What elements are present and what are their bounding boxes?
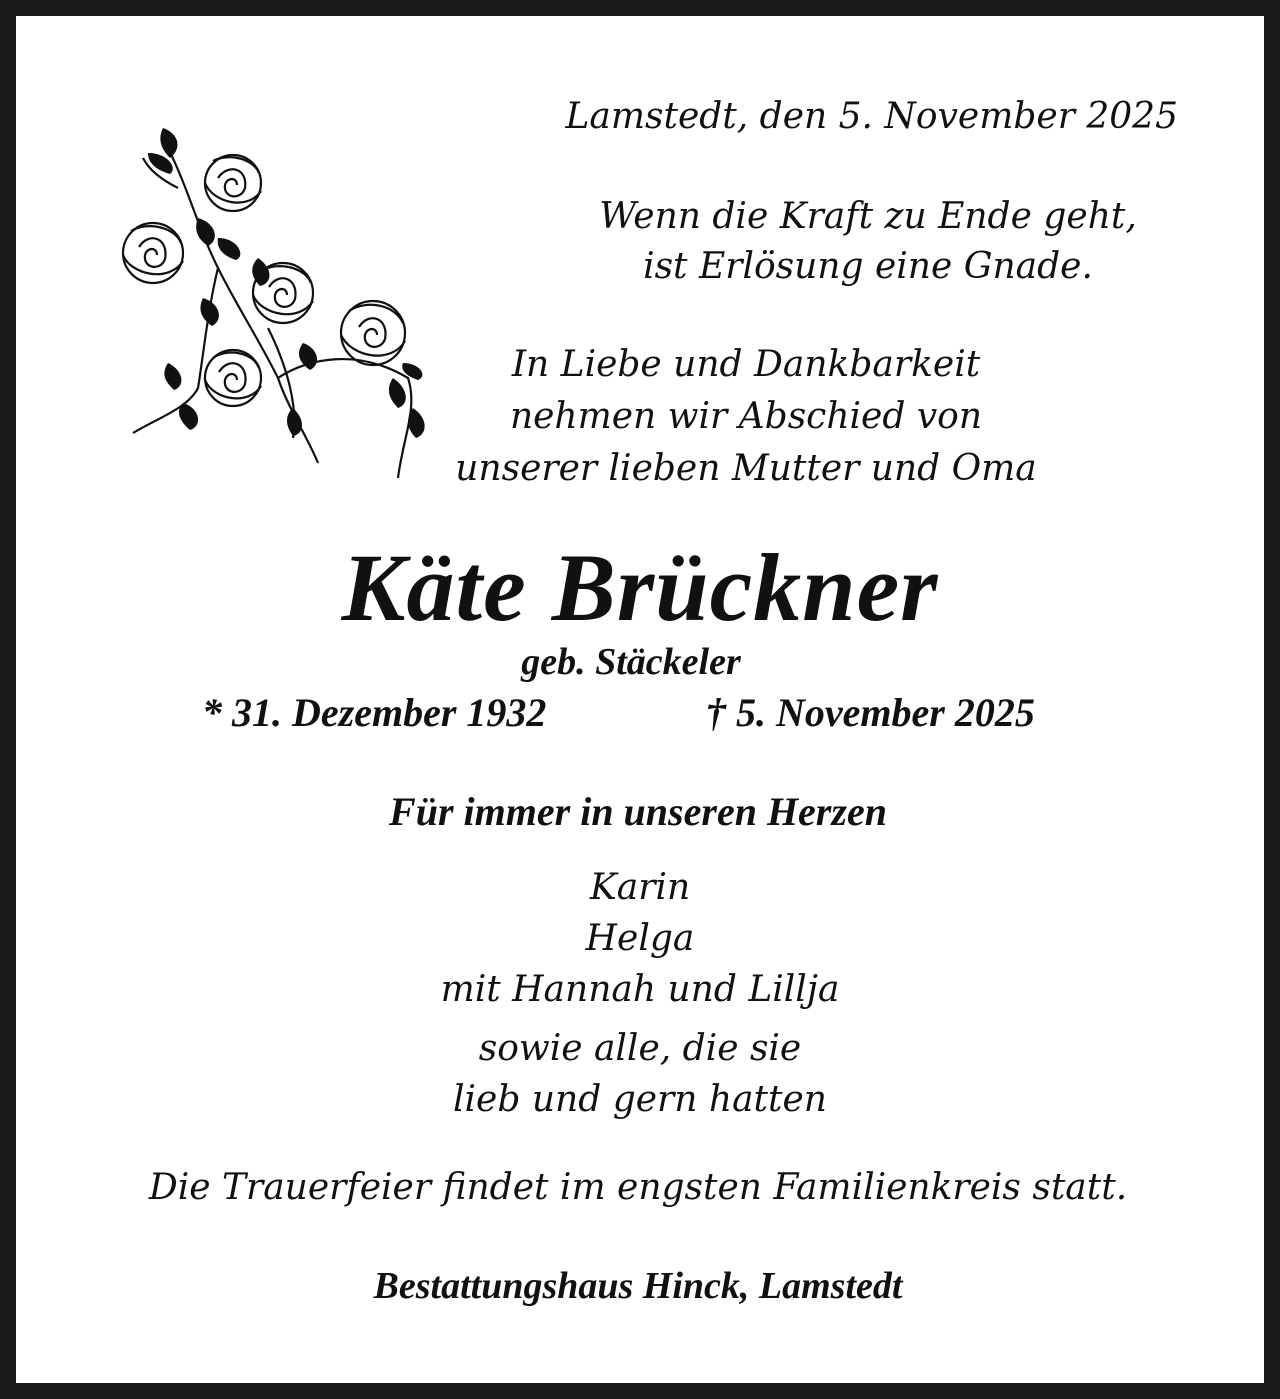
date-line: Lamstedt, den 5. November 2025	[565, 96, 1178, 137]
verse-line: Wenn die Kraft zu Ende geht,	[599, 196, 1137, 237]
mourner-name: Karin	[589, 867, 691, 908]
verse-line: ist Erlösung eine Gnade.	[643, 246, 1093, 287]
birth-date: * 31. Dezember 1932	[202, 690, 547, 735]
undertaker: Bestattungshaus Hinck, Lamstedt	[373, 1265, 903, 1307]
deceased-name: Käte Brückner	[341, 534, 939, 641]
intro-line: nehmen wir Abschied von	[509, 396, 983, 437]
death-date: † 5. November 2025	[706, 690, 1035, 735]
intro-line: In Liebe und Dankbarkeit	[511, 344, 981, 385]
intro-line: unserer lieben Mutter und Oma	[455, 448, 1037, 489]
verse	[558, 192, 1178, 292]
others-line: sowie alle, die sie	[478, 1028, 802, 1069]
mourners	[16, 862, 1264, 1125]
spacer	[16, 1015, 1264, 1023]
others-line: lieb und gern hatten	[453, 1079, 827, 1120]
mourner-name: Helga	[585, 918, 695, 959]
maiden-name: geb. Stäckeler	[521, 641, 741, 683]
motto: Für immer in unseren Herzen	[389, 789, 887, 834]
intro-text	[366, 339, 1126, 495]
mourner-name: mit Hannah und Lillja	[440, 969, 840, 1010]
service-note: Die Trauerfeier findet im engsten Familienkreis statt.	[148, 1167, 1128, 1208]
obituary-card	[16, 16, 1264, 1383]
